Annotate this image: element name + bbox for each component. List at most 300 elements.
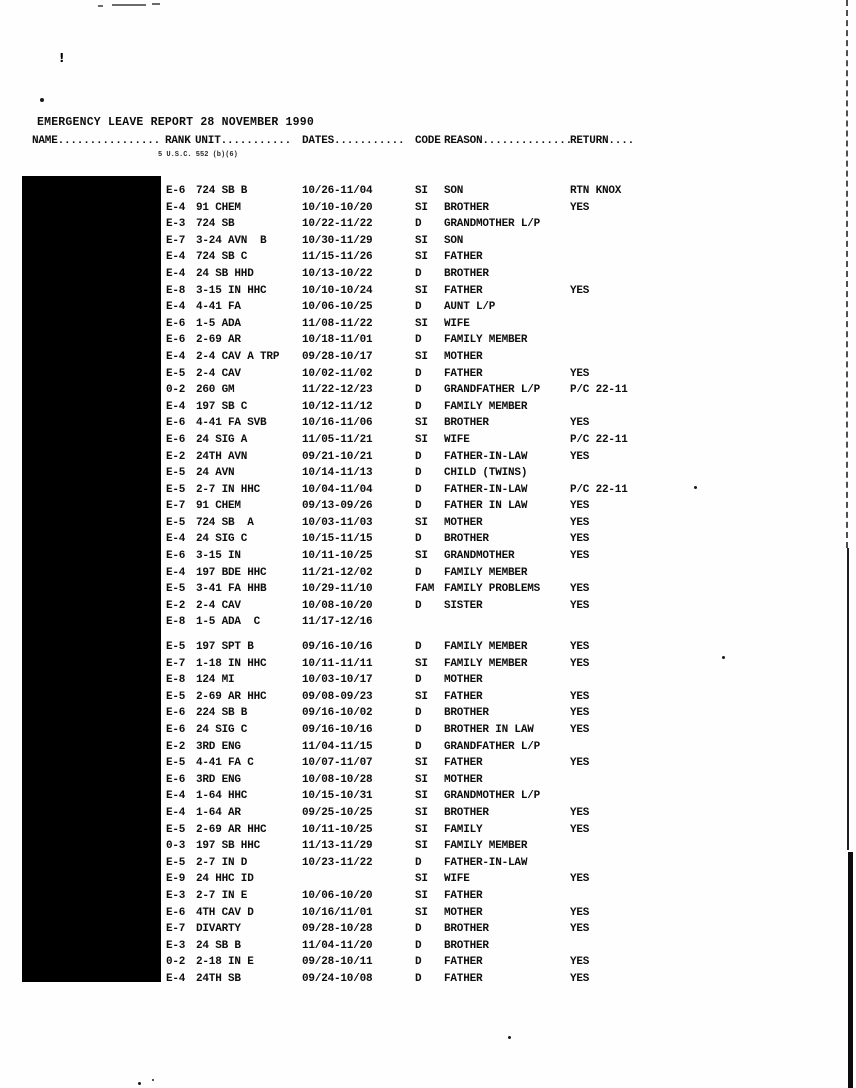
column-header-dates: DATES........... [302,135,405,147]
cell-dates: 11/05-11/21 [302,433,373,446]
cell-code: SI [415,840,428,853]
cell-reason: FATHER [444,889,483,902]
cell-reason: BROTHER [444,707,489,720]
cell-rank: E-6 [166,433,186,446]
cell-code: SI [415,550,428,563]
table-row [166,788,826,805]
cell-return: YES [570,201,590,214]
cell-code: D [415,566,422,579]
table-row [166,565,826,582]
cell-unit: 3-24 AVN B [196,234,267,247]
cell-return [570,399,826,416]
cell-rank: E-3 [166,939,186,952]
scan-artifact-dash [98,5,103,7]
table-row [166,772,826,789]
scan-speck [152,1079,154,1081]
cell-return: YES [570,550,590,563]
cell-rank: E-4 [166,806,186,819]
report-title: EMERGENCY LEAVE REPORT 28 NOVEMBER 1990 [37,116,314,129]
cell-code: D [415,939,422,952]
table-row [166,465,826,482]
cell-return: YES [570,956,590,969]
cell-code: D [415,724,422,736]
cell-dates: 10/03-10/17 [302,674,373,687]
cell-unit: 3RD ENG [196,740,241,753]
cell-code: D [415,367,422,380]
cell-rank: E-4 [166,251,186,264]
cell-reason: MOTHER [444,773,483,786]
cell-code: D [415,483,422,496]
cell-rank: 0-2 [166,384,186,397]
table-row [166,705,826,722]
cell-dates: 10/04-11/04 [302,483,373,496]
cell-reason: FAMILY MEMBER [444,641,528,654]
cell-unit: 3-15 IN HHC [196,284,267,297]
cell-code: SI [415,417,428,430]
cell-return: YES [570,707,590,720]
cell-reason: MOTHER [444,674,483,687]
cell-unit: 724 SB C [196,251,248,264]
cell-dates: 10/11-10/25 [302,823,373,836]
cell-dates: 10/08-10/20 [302,599,373,612]
cell-code: D [415,301,422,314]
cell-rank: E-4 [166,533,186,546]
cell-return: YES [570,599,590,612]
cell-dates: 09/21-10/21 [302,450,373,463]
cell-reason: GRANDMOTHER L/P [444,218,541,231]
table-row [166,739,826,756]
cell-code: D [415,450,422,463]
cell-return: YES [570,972,590,985]
cell-reason: FATHER-IN-LAW [444,450,528,463]
cell-return [570,772,826,789]
cell-dates: 10/30-11/29 [302,234,373,247]
cell-return: YES [570,757,590,770]
cell-return: YES [570,284,590,297]
cell-unit: 2-4 CAV [196,599,241,612]
cell-unit: 24 SIG A [196,433,248,446]
cell-rank: E-6 [166,707,186,720]
cell-return [570,672,826,689]
cell-rank: E-5 [166,467,186,480]
cell-code: SI [415,234,428,247]
cell-code: SI [415,350,428,363]
cell-dates: 09/28-10/28 [302,923,373,936]
table-row [166,614,826,631]
cell-unit: 4-41 FA SVB [196,417,267,430]
cell-dates: 09/25-10/25 [302,806,373,819]
cell-unit: 24 AVN [196,467,235,480]
table-row [166,548,826,565]
cell-code: D [415,923,422,936]
cell-code: D [415,218,422,231]
cell-code: D [415,267,422,280]
table-row [166,871,826,888]
cell-unit: 2-18 IN E [196,956,254,969]
cell-dates: 11/08-11/22 [302,317,373,330]
cell-dates: 09/28-10/11 [302,956,373,969]
cell-unit: 197 BDE HHC [196,566,267,579]
table-row [166,581,826,598]
cell-rank: E-6 [166,334,186,347]
cell-rank: E-6 [166,906,186,919]
table-row [166,515,826,532]
cell-return: YES [570,500,590,513]
cell-unit: 2-69 AR HHC [196,823,267,836]
column-header-return: RETURN.... [570,135,635,147]
cell-return: YES [570,641,590,654]
scan-artifact-dash [152,3,160,5]
cell-reason: FATHER-IN-LAW [444,856,528,869]
cell-rank: E-4 [166,790,186,803]
cell-code: D [415,641,422,654]
cell-reason: FATHER [444,251,483,264]
cell-return [570,739,826,756]
table-row [166,399,826,416]
cell-dates: 11/22-12/23 [302,384,373,397]
cell-unit: 1-5 ADA C [196,616,261,629]
cell-code: SI [415,251,428,264]
cell-reason: GRANDFATHER L/P [444,740,541,753]
cell-reason: FATHER [444,972,483,985]
table-row [166,200,826,217]
cell-reason: WIFE [444,317,470,330]
cell-dates: 10/13-10/22 [302,267,373,280]
cell-rank: E-2 [166,599,186,612]
cell-dates: 10/16-11/06 [302,417,373,430]
cell-dates: 11/04-11/15 [302,740,373,753]
page-edge-line [847,548,849,850]
cell-dates: 10/14-11/13 [302,467,373,480]
cell-return: P/C 22-11 [570,433,628,446]
cell-code: D [415,707,422,720]
cell-return [570,233,826,250]
table-row [166,316,826,333]
cell-return: YES [570,724,590,736]
cell-dates: 11/17-12/16 [302,616,373,629]
cell-dates: 10/07-11/07 [302,757,373,770]
cell-unit: 1-64 AR [196,806,241,819]
cell-rank: E-5 [166,690,186,703]
cell-code [415,614,444,631]
cell-rank: E-3 [166,889,186,902]
table-row [166,822,826,839]
table-row [166,888,826,905]
cell-rank: E-5 [166,483,186,496]
cell-rank: 0-2 [166,956,186,969]
cell-dates: 09/28-10/17 [302,350,373,363]
cell-unit: 91 CHEM [196,500,241,513]
table-row [166,432,826,449]
cell-return [570,316,826,333]
cell-unit: 2-7 IN E [196,889,248,902]
cell-unit: 24TH AVN [196,450,248,463]
table-row [166,482,826,499]
cell-reason: FATHER [444,367,483,380]
cell-dates: 09/08-09/23 [302,690,373,703]
cell-code: D [415,972,422,985]
cell-rank: E-9 [166,873,186,886]
scan-speck [508,1036,511,1039]
cell-unit: 3RD ENG [196,773,241,786]
table-row [166,299,826,316]
cell-return [570,838,826,855]
cell-rank: E-7 [166,657,186,670]
cell-unit: 24 SIG C [196,724,248,736]
cell-reason: GRANDFATHER L/P [444,384,541,397]
table-row [166,183,826,200]
cell-dates: 09/16-10/16 [302,724,373,736]
cell-dates: 09/13-09/26 [302,500,373,513]
cell-reason: FAMILY MEMBER [444,840,528,853]
cell-unit: 2-4 CAV [196,367,241,380]
cell-reason: FAMILY MEMBER [444,400,528,413]
cell-reason: SON [444,185,464,197]
cell-return [570,855,826,872]
cell-return: YES [570,806,590,819]
cell-dates: 10/16/11/01 [302,906,373,919]
scan-speck [138,1082,141,1085]
table-row [166,498,826,515]
cell-code: D [415,599,422,612]
cell-reason: BROTHER [444,939,489,952]
table-row [166,349,826,366]
cell-unit: 260 GM [196,384,235,397]
table-row [166,233,826,250]
report-table [166,183,826,988]
cell-unit: 4-41 FA [196,301,241,314]
cell-reason: FATHER [444,284,483,297]
cell-rank: E-5 [166,641,186,654]
cell-rank: E-4 [166,301,186,314]
cell-unit: 224 SB B [196,707,248,720]
table-row [166,382,826,399]
cell-code: SI [415,284,428,297]
cell-dates: 10/12-11/12 [302,400,373,413]
table-row [166,954,826,971]
cell-rank: E-5 [166,757,186,770]
cell-reason: WIFE [444,433,470,446]
cell-reason: BROTHER [444,533,489,546]
cell-unit: 2-7 IN D [196,856,248,869]
cell-dates [302,871,415,888]
cell-rank: E-7 [166,500,186,513]
cell-reason: BROTHER [444,923,489,936]
cell-reason: MOTHER [444,516,483,529]
cell-dates: 10/10-10/20 [302,201,373,214]
column-header-rank: RANK [165,135,191,147]
cell-unit: 24TH SB [196,972,241,985]
cell-return [570,332,826,349]
cell-return [570,249,826,266]
cell-rank: E-4 [166,201,186,214]
cell-return: YES [570,450,590,463]
cell-reason: CHILD (TWINS) [444,467,528,480]
cell-dates: 11/15-11/26 [302,251,373,264]
cell-rank: E-6 [166,417,186,430]
cell-unit: DIVARTY [196,923,241,936]
cell-rank: E-4 [166,566,186,579]
scan-speck [40,98,44,102]
column-header-unit: UNIT........... [195,135,292,147]
cell-reason: GRANDMOTHER [444,550,515,563]
cell-reason: GRANDMOTHER L/P [444,790,541,803]
cell-unit: 1-64 HHC [196,790,248,803]
table-row [166,639,826,656]
cell-reason: FATHER [444,956,483,969]
cell-rank: E-6 [166,773,186,786]
table-row [166,838,826,855]
cell-return: YES [570,367,590,380]
column-header-code: CODE [415,135,441,147]
cell-unit: 4-41 FA C [196,757,254,770]
cell-unit: 91 CHEM [196,201,241,214]
cell-rank: E-8 [166,674,186,687]
cell-code: FAM [415,583,435,596]
table-row [166,672,826,689]
cell-return: YES [570,516,590,529]
cell-unit: 724 SB B [196,185,248,197]
cell-reason: FATHER-IN-LAW [444,483,528,496]
cell-return [570,888,826,905]
cell-dates: 11/21-12/02 [302,566,373,579]
cell-reason: FATHER [444,757,483,770]
cell-reason: SON [444,234,464,247]
cell-reason: FATHER [444,690,483,703]
cell-unit: 1-18 IN HHC [196,657,267,670]
table-row [166,938,826,955]
table-row [166,449,826,466]
cell-code: SI [415,317,428,330]
page-edge-line [846,0,848,548]
cell-return [570,216,826,233]
cell-return: P/C 22-11 [570,384,628,397]
cell-code: SI [415,906,428,919]
cell-unit: 724 SB A [196,516,254,529]
page-edge-line [848,852,853,1088]
cell-dates: 10/15-11/15 [302,533,373,546]
cell-rank: E-6 [166,550,186,563]
cell-return: P/C 22-11 [570,483,628,496]
cell-return [570,349,826,366]
cell-rank: E-4 [166,267,186,280]
cell-code: D [415,956,422,969]
table-row [166,283,826,300]
cell-reason: MOTHER [444,906,483,919]
cell-unit: 197 SB C [196,400,248,413]
cell-code: SI [415,185,428,197]
cell-code: SI [415,433,428,446]
cell-code: SI [415,873,428,886]
cell-return: YES [570,823,590,836]
table-row [166,366,826,383]
cell-rank: E-5 [166,367,186,380]
cell-dates: 10/15-10/31 [302,790,373,803]
cell-rank: E-4 [166,400,186,413]
table-row [166,249,826,266]
table-row [166,332,826,349]
cell-reason: AUNT L/P [444,301,496,314]
cell-unit: 3-15 IN [196,550,241,563]
cell-reason: FAMILY MEMBER [444,334,528,347]
cell-return: YES [570,583,590,596]
column-header-reason: REASON.............. [444,135,573,147]
cell-rank: E-5 [166,823,186,836]
cell-dates: 10/23-11/22 [302,856,373,869]
cell-code: D [415,400,422,413]
cell-rank: E-4 [166,350,186,363]
cell-dates: 10/08-10/28 [302,773,373,786]
cell-unit: 24 SB HHD [196,267,254,280]
cell-dates: 10/02-11/02 [302,367,373,380]
scan-artifact-dash [112,4,146,6]
cell-rank: E-8 [166,616,186,629]
cell-rank: E-8 [166,284,186,297]
cell-return: YES [570,690,590,703]
cell-code: SI [415,806,428,819]
cell-return: YES [570,533,590,546]
cell-dates: 09/16-10/02 [302,707,373,720]
cell-rank: E-5 [166,516,186,529]
cell-reason: WIFE [444,873,470,886]
redaction-box [22,176,161,982]
cell-reason: BROTHER [444,201,489,214]
cell-dates: 10/11-10/25 [302,550,373,563]
cell-code: D [415,740,422,753]
cell-code: D [415,334,422,347]
table-row [166,855,826,872]
cell-return: YES [570,417,590,430]
cell-code: SI [415,657,428,670]
cell-reason: SISTER [444,599,483,612]
cell-reason: BROTHER [444,806,489,819]
cell-return [570,299,826,316]
cell-dates: 10/18-11/01 [302,334,373,347]
cell-dates: 09/24-10/08 [302,972,373,985]
cell-return [570,266,826,283]
cell-return [570,938,826,955]
cell-unit: 724 SB [196,218,235,231]
cell-return: YES [570,873,590,886]
cell-rank: E-7 [166,923,186,936]
cell-code: SI [415,773,428,786]
cell-return: YES [570,906,590,919]
cell-code: SI [415,690,428,703]
cell-code: SI [415,790,428,803]
table-row [166,216,826,233]
cell-dates: 11/13-11/29 [302,840,373,853]
table-row [166,266,826,283]
cell-reason: FAMILY [444,823,483,836]
table-row [166,415,826,432]
table-row [166,905,826,922]
scan-artifact-exclamation: ! [59,51,65,65]
cell-dates: 10/10-10/24 [302,284,373,297]
cell-reason: MOTHER [444,350,483,363]
cell-dates: 09/16-10/16 [302,641,373,654]
cell-code: D [415,674,422,687]
table-row [166,971,826,988]
cell-unit: 2-4 CAV A TRP [196,350,280,363]
cell-unit: 2-69 AR HHC [196,690,267,703]
cell-rank: E-7 [166,234,186,247]
table-row [166,755,826,772]
cell-rank: E-2 [166,740,186,753]
table-row [166,722,826,739]
cell-unit: 4TH CAV D [196,906,254,919]
cell-unit: 24 SB B [196,939,241,952]
cell-unit: 197 SPT B [196,641,254,654]
